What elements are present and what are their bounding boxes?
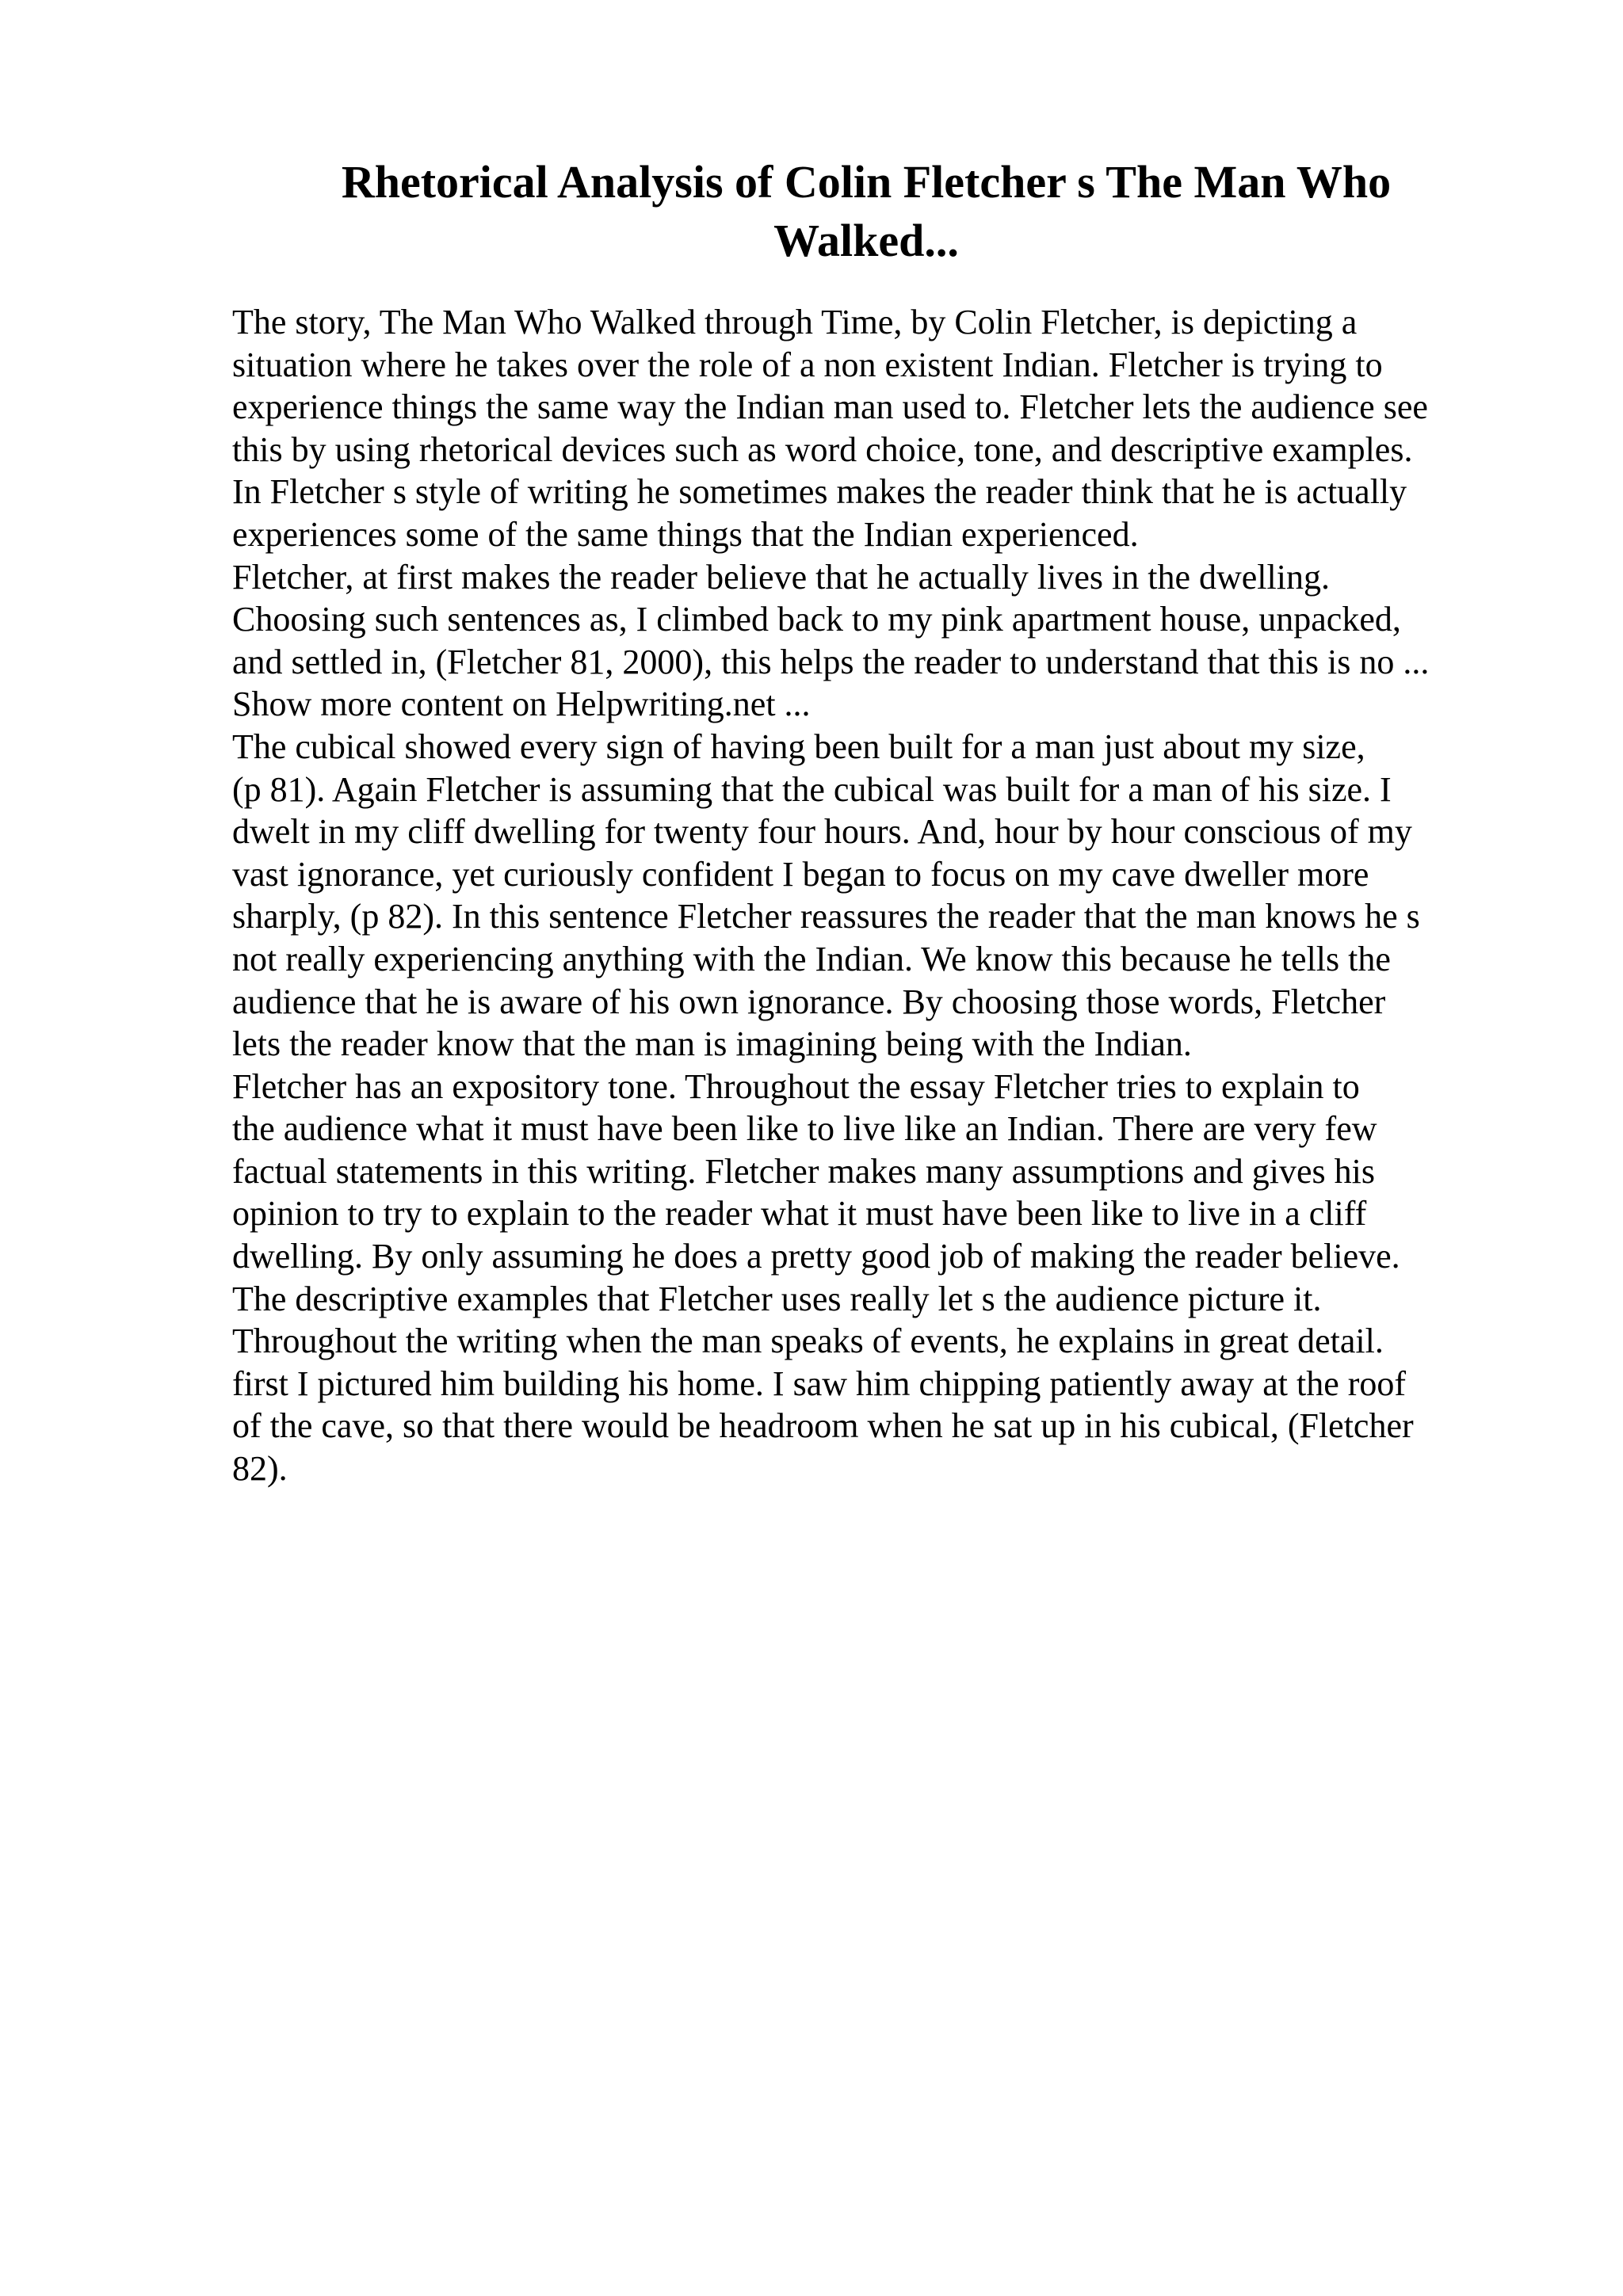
body-line: opinion to try to explain to the reader what it must have been like to live in a cliff — [232, 1194, 1367, 1234]
title-line: Rhetorical Analysis of Colin Fletcher s The Man Who — [341, 156, 1392, 208]
body-line: experiences some of the same things that the Indian experienced. — [232, 514, 1139, 554]
body-line: sharply, (p 82). In this sentence Fletcher reassures the reader that the man knows he s — [232, 897, 1420, 936]
body-line: (p 81). Again Fletcher is assuming that the cubical was built for a man of his size. I — [232, 769, 1392, 809]
body-line: The descriptive examples that Fletcher uses really let s the audience picture it. — [232, 1279, 1322, 1318]
body-line: audience that he is aware of his own ignorance. By choosing those words, Fletcher — [232, 982, 1386, 1021]
body-line: Throughout the writing when the man speaks of events, he explains in great detail. — [232, 1322, 1384, 1361]
body-line: dwelling. By only assuming he does a pretty good job of making the reader believe. — [232, 1237, 1400, 1276]
body-line: first I pictured him building his home. I saw him chipping patiently away at the roof — [232, 1363, 1407, 1403]
show-more-note: Show more content on Helpwriting.net ... — [232, 685, 811, 724]
body-line: dwelt in my cliff dwelling for twenty four hours. And, hour by hour conscious of my — [232, 812, 1412, 852]
body-line: factual statements in this writing. Fletcher makes many assumptions and gives his — [232, 1151, 1375, 1191]
document-title — [232, 153, 1500, 270]
body-line: vast ignorance, yet curiously confident I began to focus on my cave dweller more — [232, 854, 1369, 894]
title-line: Walked... — [773, 215, 959, 266]
body-line: of the cave, so that there would be headroom when he sat up in his cubical, (Fletcher — [232, 1406, 1414, 1446]
body-line: the audience what it must have been like to live like an Indian. There are very few — [232, 1109, 1377, 1149]
body-line: situation where he takes over the role of a non existent Indian. Fletcher is trying to — [232, 345, 1383, 384]
body-line: experience things the same way the Indian man used to. Fletcher lets the audience see — [232, 387, 1428, 427]
body-line: lets the reader know that the man is imagining being with the Indian. — [232, 1024, 1192, 1064]
body-line: Fletcher has an expository tone. Throughout the essay Fletcher tries to explain to — [232, 1066, 1360, 1106]
body-line: The story, The Man Who Walked through Time, by Colin Fletcher, is depicting a — [232, 303, 1358, 341]
body-line: In Fletcher s style of writing he sometimes makes the reader think that he is actually — [232, 472, 1407, 512]
body-line: and settled in, (Fletcher 81, 2000), this helps the reader to understand that this is no ... — [232, 642, 1430, 681]
body-line: Choosing such sentences as, I climbed back to my pink apartment house, unpacked, — [232, 600, 1401, 639]
body-line: 82). — [232, 1449, 288, 1489]
body-line: not really experiencing anything with the Indian. We know this because he tells the — [232, 939, 1391, 978]
document-body — [232, 301, 1516, 1490]
body-line: this by using rhetorical devices such as word choice, tone, and descriptive examples. — [232, 429, 1413, 469]
body-line: Fletcher, at first makes the reader believe that he actually lives in the dwelling. — [232, 557, 1330, 597]
body-line: The cubical showed every sign of having been built for a man just about my size, — [232, 727, 1365, 766]
